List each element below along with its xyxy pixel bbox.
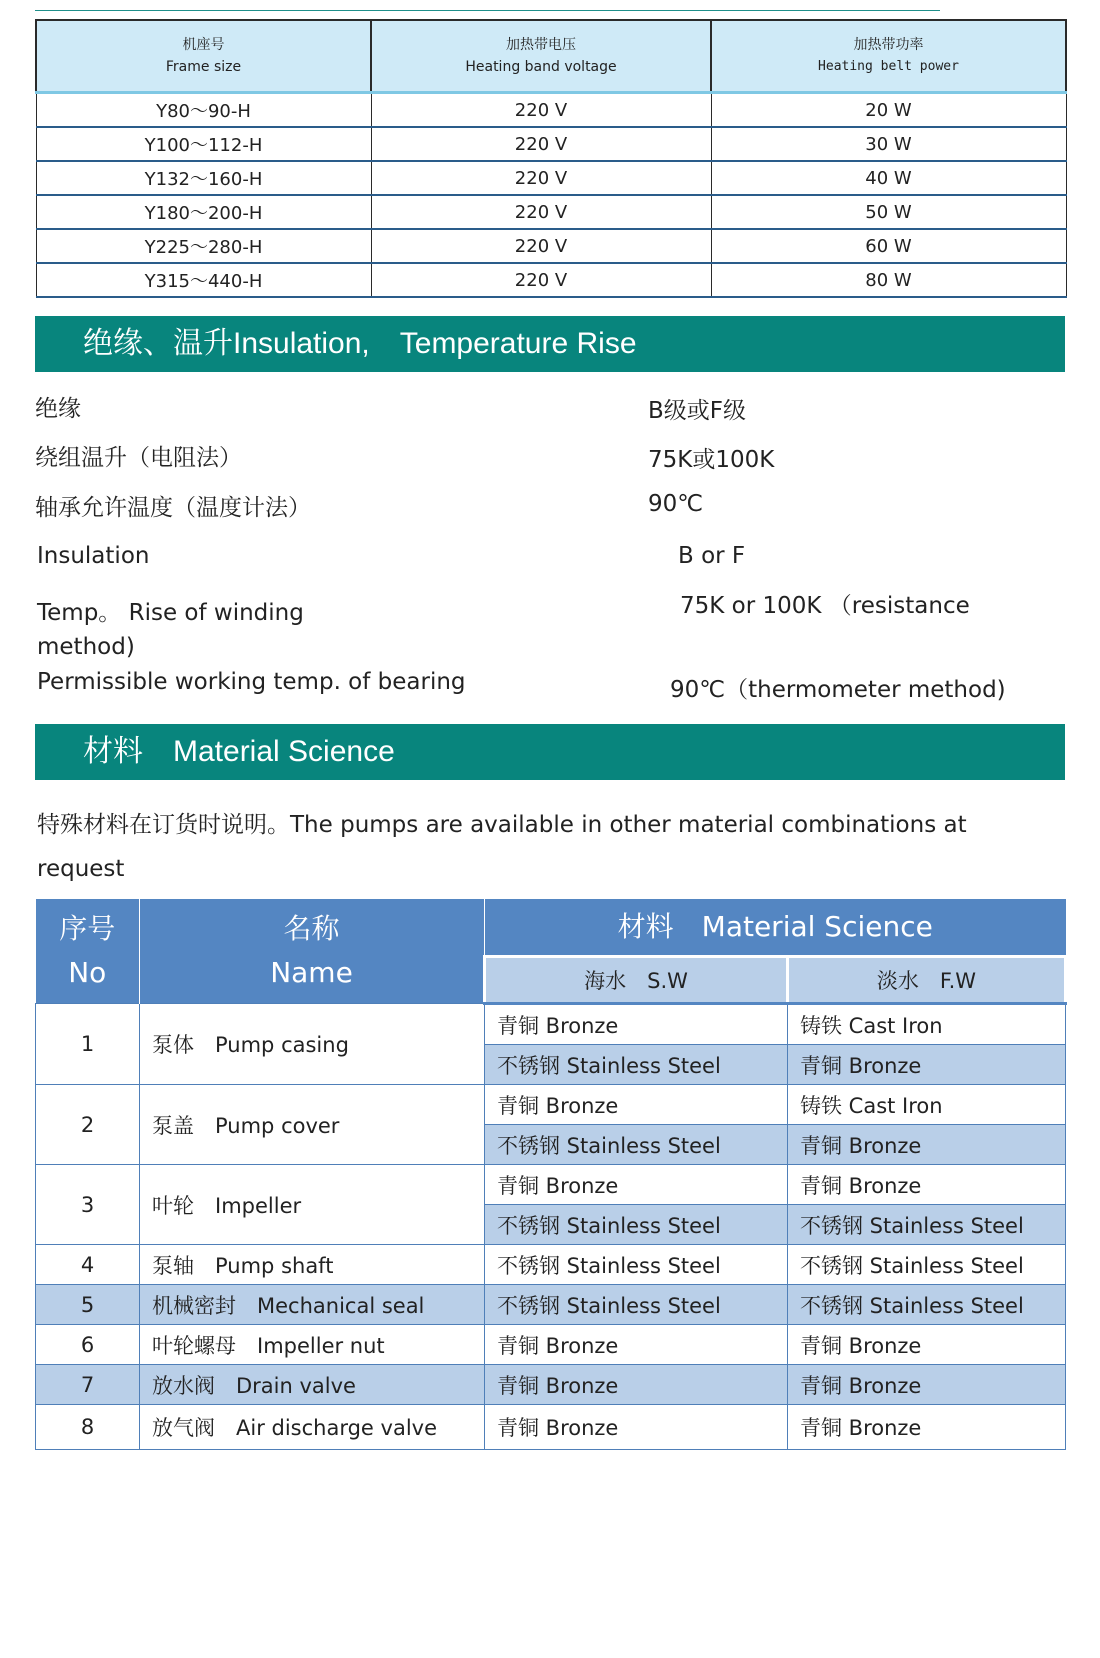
material-fw-cell: 铸铁 Cast Iron xyxy=(788,1004,1066,1045)
name-cell: 放水阀 Drain valve xyxy=(140,1365,485,1405)
header-cn: 加热带功率 xyxy=(853,37,924,53)
header-voltage xyxy=(371,20,711,93)
table-row xyxy=(36,1365,1066,1405)
power-cell: 80 W xyxy=(711,263,1066,297)
voltage-cell: 220 V xyxy=(371,127,711,161)
table-row xyxy=(36,93,1066,128)
material-note: 特殊材料在订货时说明。The pumps are available in other material combinations at request xyxy=(37,812,967,882)
header-frame-size xyxy=(36,20,371,93)
spec-value: B or F xyxy=(678,543,746,569)
material-sw-cell: 青铜 Bronze xyxy=(485,1004,788,1045)
frame-size-cell: Y132～160-H xyxy=(36,161,371,195)
power-cell: 30 W xyxy=(711,127,1066,161)
power-cell: 60 W xyxy=(711,229,1066,263)
voltage-cell: 220 V xyxy=(371,229,711,263)
name-cell: 叶轮螺母 Impeller nut xyxy=(140,1325,485,1365)
table-row xyxy=(36,195,1066,229)
spec-label: Temp。 Rise of winding xyxy=(37,600,304,626)
table-row xyxy=(36,1245,1066,1285)
frame-size-cell: Y225～280-H xyxy=(36,229,371,263)
header-no xyxy=(36,899,140,1004)
table-row xyxy=(36,1405,1066,1450)
header-en: Frame size xyxy=(165,59,242,75)
name-cell: 叶轮 Impeller xyxy=(140,1165,485,1245)
material-fw-cell: 不锈钢 Stainless Steel xyxy=(788,1285,1066,1325)
material-sw-cell: 青铜 Bronze xyxy=(485,1325,788,1365)
no-cell: 1 xyxy=(36,1004,140,1085)
spec-label: Insulation xyxy=(37,543,150,569)
material-fw-cell: 青铜 Bronze xyxy=(788,1365,1066,1405)
name-cell: 泵盖 Pump cover xyxy=(140,1085,485,1165)
spec-value: 75K or 100K （resistance xyxy=(680,593,970,619)
name-cell: 泵体 Pump casing xyxy=(140,1004,485,1085)
power-cell: 40 W xyxy=(711,161,1066,195)
heating-table-header xyxy=(36,20,1066,93)
header-en: No xyxy=(68,956,107,989)
insulation-section-title: 绝缘、温升Insulation, Temperature Rise xyxy=(83,327,637,360)
table-row xyxy=(36,1285,1066,1325)
power-cell: 50 W xyxy=(711,195,1066,229)
table-row xyxy=(36,127,1066,161)
header-name xyxy=(140,899,485,1004)
top-divider xyxy=(35,10,940,11)
header-cn: 序号 xyxy=(59,912,116,945)
no-cell: 3 xyxy=(36,1165,140,1245)
header-en: Heating band voltage xyxy=(465,59,617,75)
header-seawater: 海水 S.W xyxy=(485,957,788,1004)
material-sw-cell: 青铜 Bronze xyxy=(485,1405,788,1450)
spec-label: 轴承允许温度（温度计法） xyxy=(35,495,311,521)
material-sw-cell: 不锈钢 Stainless Steel xyxy=(485,1205,788,1245)
header-en: Heating belt power xyxy=(818,59,959,74)
spec-label: 绝缘 xyxy=(35,396,81,422)
material-section-title: 材料 Material Science xyxy=(83,735,395,768)
voltage-cell: 220 V xyxy=(371,161,711,195)
no-cell: 5 xyxy=(36,1285,140,1325)
table-row xyxy=(36,1085,1066,1125)
spec-label: method) xyxy=(37,634,135,660)
power-cell: 20 W xyxy=(711,93,1066,128)
header-freshwater: 淡水 F.W xyxy=(788,957,1066,1004)
header-cn: 机座号 xyxy=(182,37,225,53)
header-cn: 加热带电压 xyxy=(506,37,576,53)
no-cell: 8 xyxy=(36,1405,140,1450)
table-row xyxy=(36,1325,1066,1365)
material-table xyxy=(35,899,1067,1450)
material-fw-cell: 青铜 Bronze xyxy=(788,1125,1066,1165)
material-fw-cell: 青铜 Bronze xyxy=(788,1045,1066,1085)
frame-size-cell: Y315～440-H xyxy=(36,263,371,297)
voltage-cell: 220 V xyxy=(371,195,711,229)
material-section-header xyxy=(35,724,1065,780)
spec-value: B级或F级 xyxy=(648,398,747,424)
spec-value: 75K或100K xyxy=(648,447,775,473)
table-row xyxy=(36,229,1066,263)
header-cn: 名称 xyxy=(283,912,340,945)
no-cell: 7 xyxy=(36,1365,140,1405)
voltage-cell: 220 V xyxy=(371,263,711,297)
spec-label: Permissible working temp. of bearing xyxy=(37,669,466,695)
material-sw-cell: 不锈钢 Stainless Steel xyxy=(485,1285,788,1325)
table-row xyxy=(36,1004,1066,1045)
name-cell: 泵轴 Pump shaft xyxy=(140,1245,485,1285)
material-fw-cell: 青铜 Bronze xyxy=(788,1405,1066,1450)
material-sw-cell: 不锈钢 Stainless Steel xyxy=(485,1045,788,1085)
header-en: Name xyxy=(270,956,353,989)
material-fw-cell: 铸铁 Cast Iron xyxy=(788,1085,1066,1125)
frame-size-cell: Y80～90-H xyxy=(36,93,371,128)
material-fw-cell: 青铜 Bronze xyxy=(788,1165,1066,1205)
header-power xyxy=(711,20,1066,93)
material-sw-cell: 青铜 Bronze xyxy=(485,1165,788,1205)
spec-label: 绕组温升（电阻法） xyxy=(35,445,242,471)
table-row xyxy=(36,1165,1066,1205)
voltage-cell: 220 V xyxy=(371,93,711,128)
name-cell: 放气阀 Air discharge valve xyxy=(140,1405,485,1450)
material-fw-cell: 不锈钢 Stainless Steel xyxy=(788,1245,1066,1285)
spec-value: 90℃ xyxy=(648,491,704,517)
no-cell: 6 xyxy=(36,1325,140,1365)
table-row xyxy=(36,161,1066,195)
material-fw-cell: 不锈钢 Stainless Steel xyxy=(788,1205,1066,1245)
spec-value: 90℃（thermometer method) xyxy=(670,677,1006,703)
name-cell: 机械密封 Mechanical seal xyxy=(140,1285,485,1325)
insulation-section-header xyxy=(35,316,1065,372)
frame-size-cell: Y180～200-H xyxy=(36,195,371,229)
no-cell: 2 xyxy=(36,1085,140,1165)
material-fw-cell: 青铜 Bronze xyxy=(788,1325,1066,1365)
table-row xyxy=(36,263,1066,297)
material-sw-cell: 不锈钢 Stainless Steel xyxy=(485,1125,788,1165)
frame-size-cell: Y100～112-H xyxy=(36,127,371,161)
material-sw-cell: 青铜 Bronze xyxy=(485,1085,788,1125)
material-sw-cell: 青铜 Bronze xyxy=(485,1365,788,1405)
heating-band-table xyxy=(35,19,1067,298)
header-material: 材料 Material Science xyxy=(485,899,1066,957)
material-sw-cell: 不锈钢 Stainless Steel xyxy=(485,1245,788,1285)
no-cell: 4 xyxy=(36,1245,140,1285)
